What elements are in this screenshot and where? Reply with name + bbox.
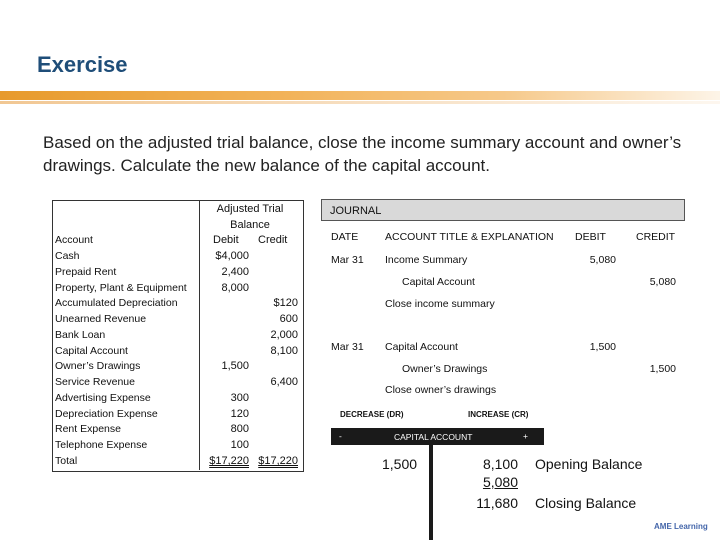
tb-total-debit: $17,220	[209, 455, 249, 467]
tb-row-credit: 8,100	[270, 345, 298, 357]
t-account-increase-label: INCREASE (CR)	[468, 410, 529, 419]
t-account-debit-value: 1,500	[382, 456, 418, 472]
tb-total-credit: $17,220	[258, 455, 298, 467]
tb-row-account: Telephone Expense	[55, 439, 148, 451]
tb-row-account: Total	[55, 455, 78, 467]
journal-debit-amount: 1,500	[589, 341, 616, 353]
accent-bar	[0, 91, 720, 100]
journal-explanation: Close owner’s drawings	[385, 384, 497, 396]
credit-header: Credit	[258, 234, 288, 246]
tb-row-debit: 100	[230, 439, 249, 451]
tb-row-debit: 2,400	[221, 266, 249, 278]
journal-debit-amount: 5,080	[589, 254, 616, 266]
account-header: Account	[55, 234, 93, 246]
tb-row-debit: 8,000	[221, 282, 249, 294]
trial-balance-heading-2: Balance	[230, 219, 270, 231]
tb-row-debit: $4,000	[215, 250, 249, 262]
tb-row-account: Bank Loan	[55, 329, 106, 341]
tb-row-account: Capital Account	[55, 345, 128, 357]
debit-header: Debit	[213, 234, 239, 246]
t-account-divider	[429, 445, 433, 540]
tb-row-debit: 1,500	[221, 360, 249, 372]
tb-row-debit: 800	[230, 423, 249, 435]
tb-row-account: Service Revenue	[55, 376, 135, 388]
journal-date: Mar 31	[331, 341, 364, 353]
tb-row-debit: 300	[230, 392, 249, 404]
t-account-opening-label: Opening Balance	[535, 456, 643, 472]
minus-sign: -	[339, 431, 342, 441]
journal-explanation: Close income summary	[385, 298, 495, 310]
tb-row-credit: $120	[273, 297, 298, 309]
journal-header-date: DATE	[331, 231, 359, 243]
journal-debit-account: Income Summary	[385, 254, 468, 266]
tb-row-credit: 6,400	[270, 376, 298, 388]
t-account-decrease-label: DECREASE (DR)	[340, 410, 404, 419]
journal-header-account: ACCOUNT TITLE & EXPLANATION	[385, 231, 554, 243]
plus-sign: +	[523, 431, 528, 441]
tb-row-account: Owner’s Drawings	[55, 360, 141, 372]
tb-row-account: Property, Plant & Equipment	[55, 282, 187, 294]
t-account-closing-label: Closing Balance	[535, 495, 637, 511]
t-account-addition-value: 5,080	[482, 474, 518, 490]
journal-credit-amount: 5,080	[649, 276, 676, 288]
journal-header-debit: DEBIT	[575, 231, 606, 243]
journal-debit-account: Capital Account	[385, 341, 458, 353]
journal-credit-amount: 1,500	[649, 363, 676, 375]
t-account-opening-value: 8,100	[482, 456, 518, 472]
journal-credit-account: Owner’s Drawings	[402, 363, 488, 375]
tb-row-account: Prepaid Rent	[55, 266, 117, 278]
tb-row-account: Cash	[55, 250, 80, 262]
tb-row-account: Accumulated Depreciation	[55, 297, 178, 309]
ame-logo: AME Learning	[654, 522, 708, 531]
t-account-header-bar	[331, 428, 544, 445]
tb-row-account: Unearned Revenue	[55, 313, 147, 325]
tb-row-credit: 2,000	[270, 329, 298, 341]
trial-balance-heading-1: Adjusted Trial	[216, 203, 284, 215]
tb-row-debit: 120	[230, 408, 249, 420]
slide-title: Exercise	[37, 52, 128, 77]
tb-row-account: Depreciation Expense	[55, 408, 158, 420]
t-account-closing-value: 11,680	[476, 495, 518, 511]
intro-text: Based on the adjusted trial balance, close the income summary account and owner’s drawings. Calculate the new balance of the capital account.	[43, 133, 682, 175]
accent-bar-thin	[0, 101, 720, 104]
journal-title: JOURNAL	[321, 199, 685, 221]
tb-row-account: Advertising Expense	[55, 392, 151, 404]
journal-header-credit: CREDIT	[636, 231, 676, 243]
journal-date: Mar 31	[331, 254, 364, 266]
tb-row-credit: 600	[279, 313, 298, 325]
tb-row-account: Rent Expense	[55, 423, 121, 435]
journal-credit-account: Capital Account	[402, 276, 475, 288]
t-account-name: CAPITAL ACCOUNT	[394, 432, 473, 442]
